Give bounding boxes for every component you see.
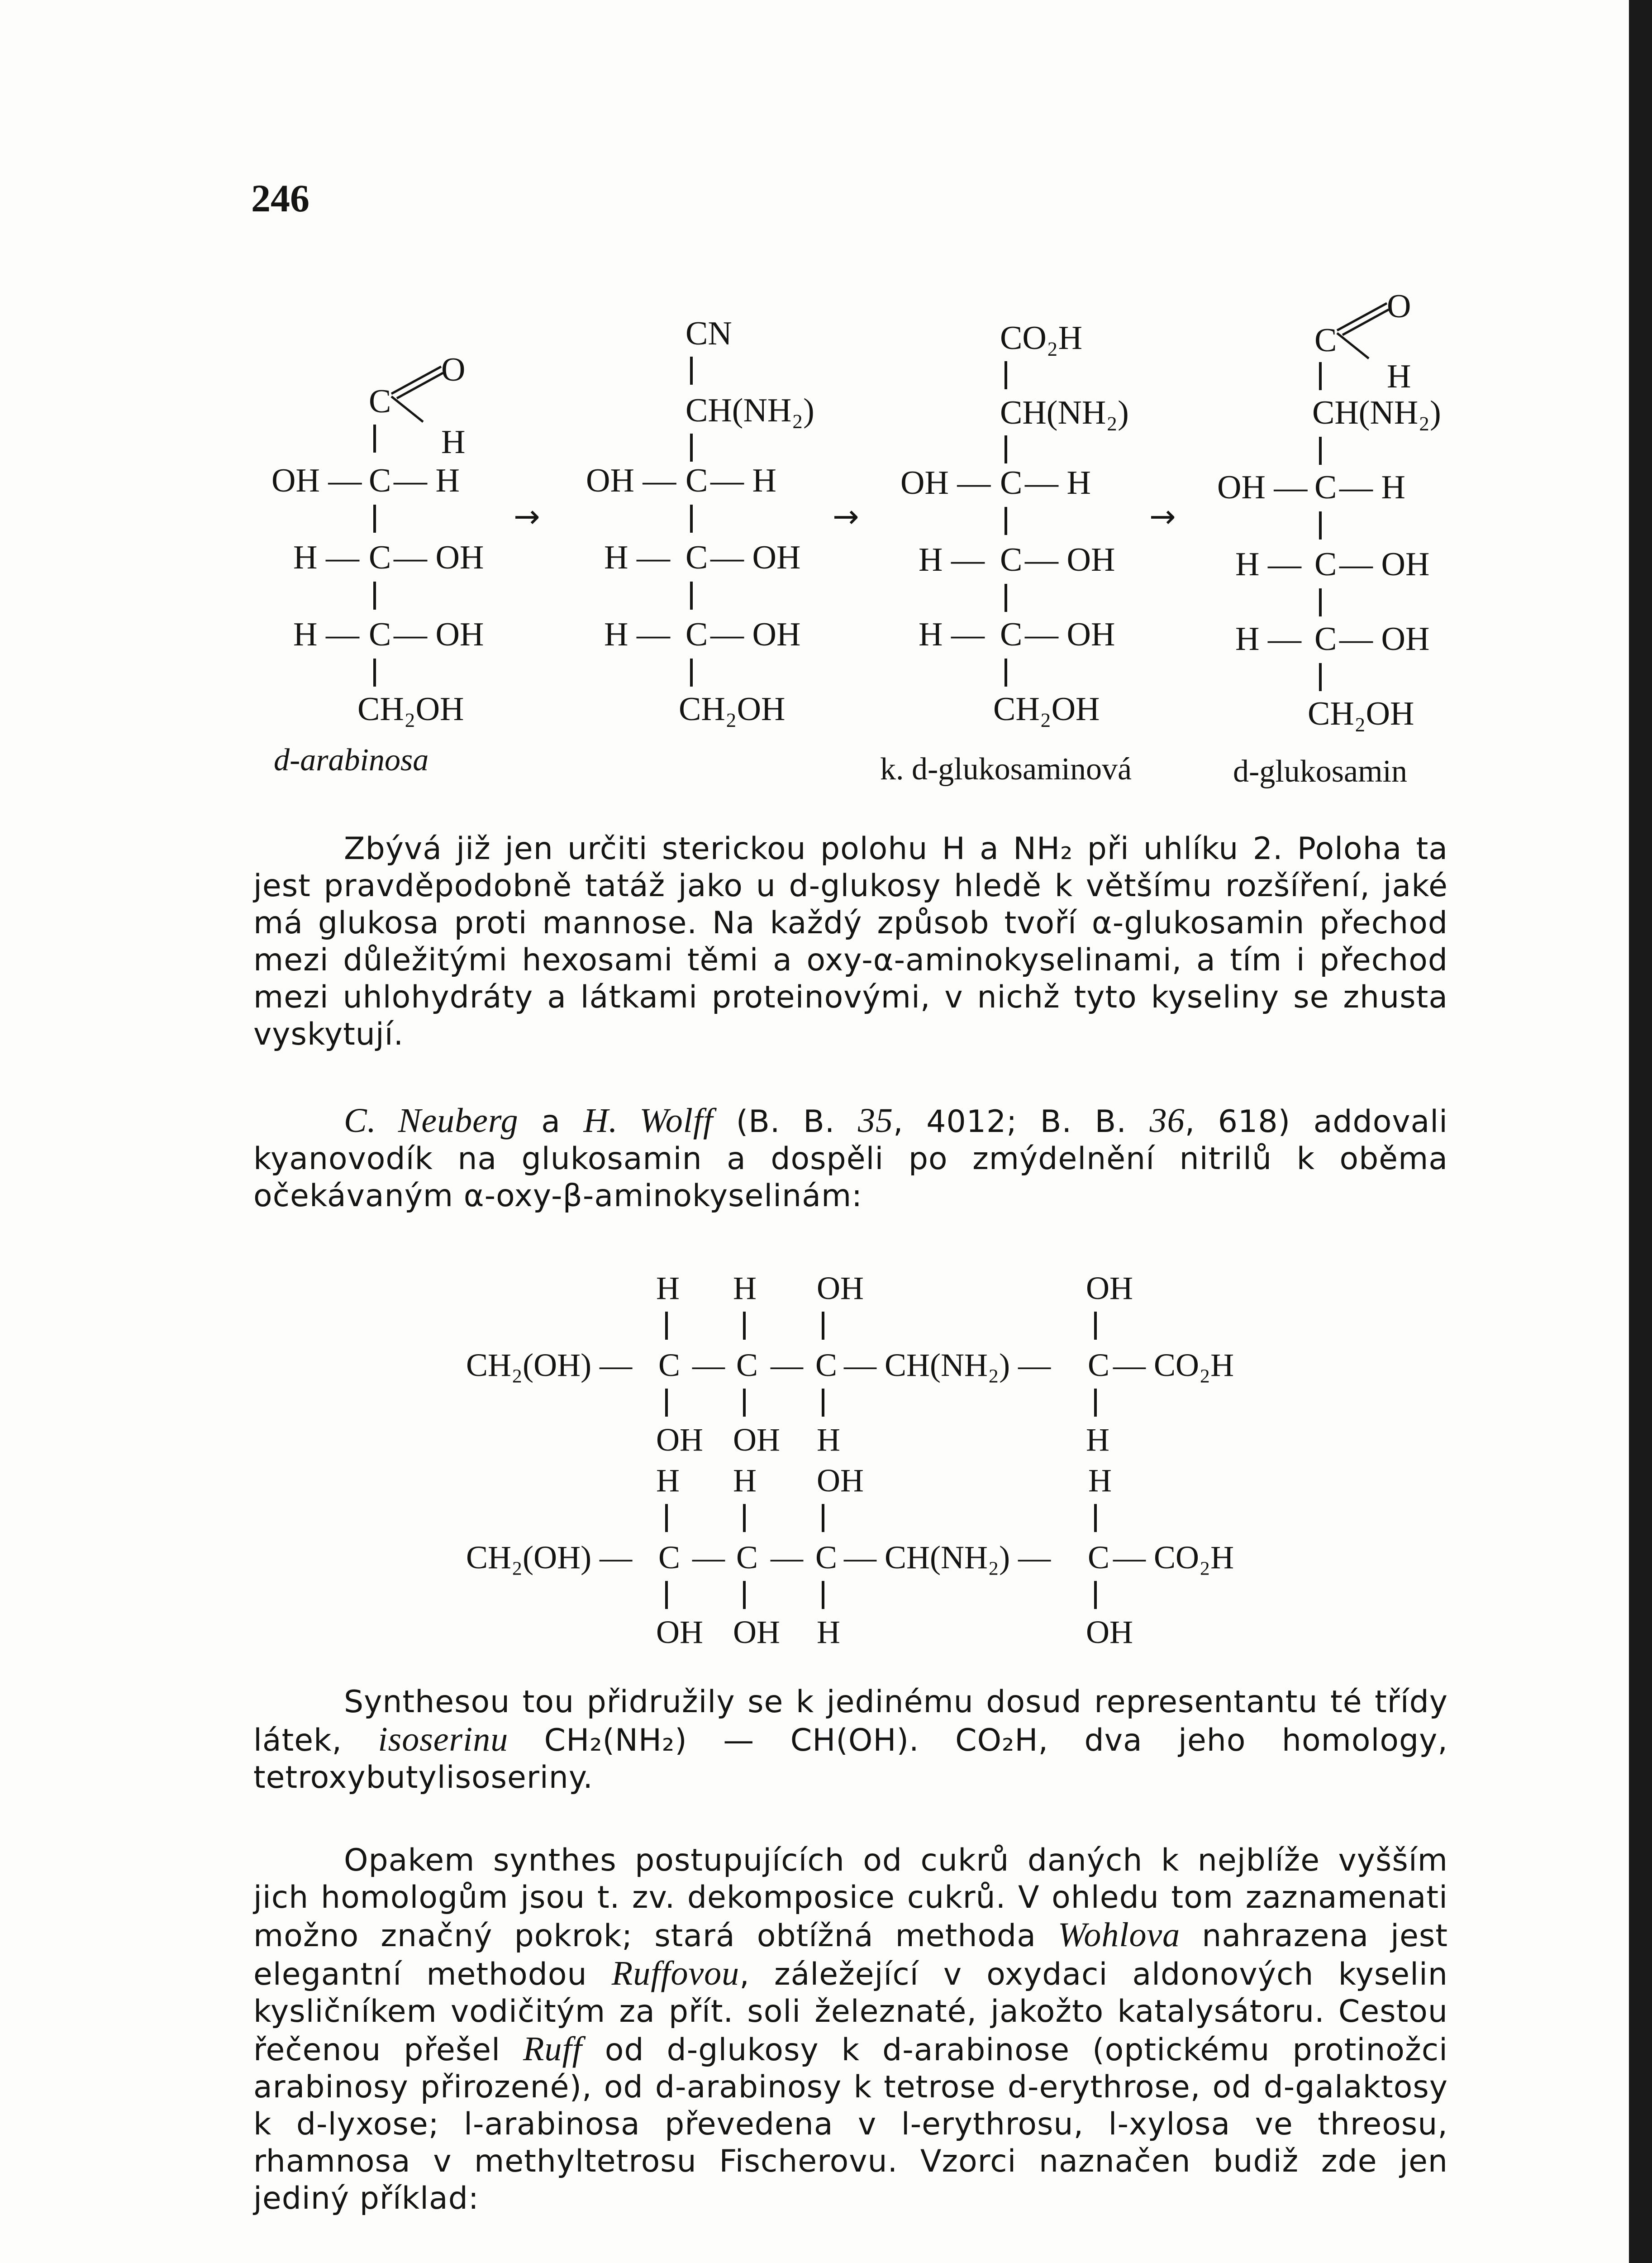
p2-text-b: (B. B. xyxy=(713,1104,858,1140)
bond xyxy=(1319,663,1322,691)
bond xyxy=(1005,584,1007,612)
c2-main-2: — xyxy=(692,1539,725,1576)
paragraph-decomposition xyxy=(253,1842,1448,2217)
bond xyxy=(690,434,693,462)
arrow-3: → xyxy=(1149,498,1176,535)
bond xyxy=(665,1389,668,1417)
c2-main-4: — xyxy=(771,1539,803,1576)
bond xyxy=(1005,361,1007,389)
row1-c: C xyxy=(369,462,391,499)
structure-d-glukosamin xyxy=(1217,281,1471,778)
row2-right: — OH xyxy=(1339,546,1430,583)
aldehyde-o: O xyxy=(1387,288,1411,325)
p4-text-c: , záležející v oxydaci aldonových kyselin kysličníkem vodičitým za přít. soli železnaté, jakožto katalysátoru. Cestou řečenou přešel xyxy=(253,1957,1448,2068)
bond xyxy=(1005,507,1007,535)
c1-main-8: — CO₂H xyxy=(1113,1347,1234,1383)
bond xyxy=(1319,511,1322,539)
bond xyxy=(665,1312,668,1340)
c1-top-3: OH xyxy=(817,1270,864,1306)
structure-glukosaminic-acid xyxy=(900,317,1154,769)
volume-35: 35 xyxy=(857,1102,893,1140)
row1-right: — H xyxy=(1339,469,1405,506)
bond xyxy=(822,1504,824,1532)
c1-main-7: C xyxy=(1088,1347,1110,1383)
row2-c: C xyxy=(1314,546,1337,583)
c2-top-1: H xyxy=(656,1462,680,1499)
p2-text-d: , 618) addovali kyanovodík na glukosamin a dospěli po zmýdelnění nitrilů k oběma očekávaným α-oxy-β-aminokyselinám: xyxy=(253,1104,1448,1214)
c2-main-6: — CH(NH₂) — xyxy=(844,1539,1051,1576)
aldehyde-c: C xyxy=(369,383,391,420)
bond xyxy=(1094,1389,1097,1417)
row1-c: C xyxy=(1314,469,1337,506)
term-ruffovou: Ruffovou xyxy=(611,1954,740,1992)
chain-formula-1 xyxy=(466,1272,1281,1462)
c1-top-2: H xyxy=(733,1270,757,1306)
row2-right: — OH xyxy=(710,539,801,576)
row1-right: — H xyxy=(710,462,776,499)
term-isoserinu: isoserinu xyxy=(378,1720,509,1758)
bond xyxy=(743,1581,746,1609)
row3-left: H — xyxy=(1235,621,1301,658)
paragraph-neuberg-wolff xyxy=(253,1102,1448,1215)
row3-right: — OH xyxy=(394,616,484,653)
arrow-2: → xyxy=(833,498,859,535)
c2-bottom-4: OH xyxy=(1086,1614,1133,1650)
c1-main-5: C xyxy=(815,1347,838,1383)
row3-right: — OH xyxy=(1025,616,1115,653)
structure-nitrile xyxy=(586,317,839,769)
c2-main-0: CH₂(OH) — xyxy=(466,1539,633,1576)
row1-c: C xyxy=(686,462,708,499)
p2-text-c: , 4012; B. B. xyxy=(893,1104,1150,1140)
bond xyxy=(1094,1312,1097,1340)
row2-right: — OH xyxy=(1025,541,1115,578)
bond xyxy=(373,425,376,453)
aldehyde-bond xyxy=(387,362,446,425)
c1-main-4: — xyxy=(771,1347,803,1383)
bond xyxy=(822,1581,824,1609)
name-d-arabinosa: d-arabinosa xyxy=(274,743,429,778)
structure-d-arabinosa xyxy=(271,353,525,806)
row3-left: H — xyxy=(604,616,670,653)
top-co2h: CO₂H xyxy=(1000,320,1083,357)
author-wolff: H. Wolff xyxy=(583,1102,714,1140)
p4-text-a: Opakem synthes postupujících od cukrů daných k nejblíže vyšším jich homologům jsou t. zv. dekomposice cukrů. V ohledu tom zaznamenati možno značný pokrok; stará obtížná methoda xyxy=(253,1843,1448,1954)
bond xyxy=(665,1504,668,1532)
bond xyxy=(1005,435,1007,463)
bottom-group: CH₂OH xyxy=(993,691,1100,728)
c2-main-5: C xyxy=(815,1539,838,1576)
c1-main-3: C xyxy=(736,1347,758,1383)
row1-right: — H xyxy=(394,462,460,499)
c1-bottom-2: OH xyxy=(733,1422,780,1458)
c1-top-1: H xyxy=(656,1270,680,1306)
c2-bottom-1: OH xyxy=(656,1614,703,1650)
row1-left: OH — xyxy=(900,464,991,501)
row3-c: C xyxy=(1314,621,1337,658)
top-cn: CN xyxy=(686,315,732,352)
row3-c: C xyxy=(369,616,391,653)
bottom-group: CH₂OH xyxy=(357,691,464,728)
bond xyxy=(822,1312,824,1340)
aldehyde-h: H xyxy=(1387,358,1411,395)
row3-right: — OH xyxy=(710,616,801,653)
c2-main-1: C xyxy=(658,1539,681,1576)
c2-top-4: H xyxy=(1088,1462,1112,1499)
bond xyxy=(1094,1581,1097,1609)
chain-formula-2 xyxy=(466,1464,1281,1654)
c1-main-6: — CH(NH₂) — xyxy=(844,1347,1051,1383)
row2-left: H — xyxy=(293,539,359,576)
row1-c: C xyxy=(1000,464,1023,501)
bond xyxy=(743,1504,746,1532)
bond xyxy=(665,1581,668,1609)
name-glukosaminic-acid: k. d-glukosaminová xyxy=(880,752,1132,787)
row1-left: OH — xyxy=(586,462,676,499)
row3-c: C xyxy=(1000,616,1023,653)
c1-main-0: CH₂(OH) — xyxy=(466,1347,633,1383)
bond xyxy=(822,1389,824,1417)
bond xyxy=(743,1312,746,1340)
row2-right: — OH xyxy=(394,539,484,576)
bond xyxy=(743,1389,746,1417)
top-chnh2: CH(NH₂) xyxy=(686,392,814,429)
row1-left: OH — xyxy=(1217,469,1308,506)
bond xyxy=(690,582,693,610)
c1-top-4: OH xyxy=(1086,1270,1133,1306)
bond xyxy=(690,505,693,533)
row3-left: H — xyxy=(919,616,985,653)
p3-text-b: CH₂(NH₂) — CH(OH). CO₂H, dva jeho homology, tetroxybutylisoseriny. xyxy=(253,1723,1448,1795)
top-chnh2: CH(NH₂) xyxy=(1312,394,1441,431)
row3-left: H — xyxy=(293,616,359,653)
p3-text-a: Synthesou tou přidružily se k jedinému dosud representantu té třídy látek, xyxy=(253,1684,1448,1758)
author-neuberg: C. Neuberg xyxy=(344,1102,519,1140)
bottom-group: CH₂OH xyxy=(679,691,786,728)
row2-left: H — xyxy=(604,539,670,576)
paragraph-sterics: Zbývá již jen určiti sterickou polohu H a NH₂ při uhlíku 2. Poloha ta jest pravděpodobně tatáž jako u d-glukosy hledě k většímu rozšíření, jaké má glukosa proti mannose. Na každý způsob tvoří α-glukosamin přechod mezi důležitými hexosami těmi a oxy-α-aminokyselinami, a tím i přechod mezi uhlohydráty a látkami proteinovými, v nichž tyto kyseliny se zhusta vyskytují. xyxy=(253,831,1448,1052)
bond xyxy=(690,659,693,687)
aldehyde-bond xyxy=(1333,299,1391,362)
c1-main-1: C xyxy=(658,1347,681,1383)
bond xyxy=(1094,1504,1097,1532)
bond xyxy=(1319,437,1322,465)
bond xyxy=(690,357,693,385)
c2-main-3: C xyxy=(736,1539,758,1576)
row1-left: OH — xyxy=(271,462,362,499)
c2-main-8: — CO₂H xyxy=(1113,1539,1234,1576)
row3-right: — OH xyxy=(1339,621,1430,658)
row1-right: — H xyxy=(1025,464,1091,501)
row2-c: C xyxy=(686,539,708,576)
c1-bottom-4: H xyxy=(1086,1422,1109,1458)
p4-text-d: od d-glukosy k d-arabinose (optickému protinožci arabinosy přirozené), od d-arabinosy k tetrose d-erythrose, od d-galaktosy k d-lyxose; l-arabinosa převedena v l-erythrosu, l-xylosa ve threosu, rhamnosa v methyltetrosu Fischerovu. Vzorci naznačen budiž zde jen jediný příklad: xyxy=(253,2032,1448,2216)
bond xyxy=(1319,362,1322,390)
page-number: 246 xyxy=(251,177,309,220)
bond xyxy=(373,505,376,533)
c2-top-2: H xyxy=(733,1462,757,1499)
bond xyxy=(373,582,376,610)
c2-bottom-3: H xyxy=(817,1614,840,1650)
bond xyxy=(373,659,376,687)
arrow-1: → xyxy=(514,498,540,535)
bottom-group: CH₂OH xyxy=(1308,695,1414,732)
c1-main-2: — xyxy=(692,1347,725,1383)
c1-bottom-3: H xyxy=(817,1422,840,1458)
aldehyde-c: C xyxy=(1314,322,1337,359)
aldehyde-o: O xyxy=(441,351,466,388)
top-chnh2: CH(NH₂) xyxy=(1000,394,1129,431)
row2-c: C xyxy=(1000,541,1023,578)
c2-main-7: C xyxy=(1088,1539,1110,1576)
term-ruff: Ruff xyxy=(523,2030,582,2068)
aldehyde-h: H xyxy=(441,424,466,461)
c2-bottom-2: OH xyxy=(733,1614,780,1650)
c1-bottom-1: OH xyxy=(656,1422,703,1458)
row2-c: C xyxy=(369,539,391,576)
c2-top-3: OH xyxy=(817,1462,864,1499)
bond xyxy=(1005,659,1007,687)
row3-c: C xyxy=(686,616,708,653)
volume-36: 36 xyxy=(1149,1102,1185,1140)
p2-text-a: a xyxy=(518,1104,584,1140)
paragraph-isoserine xyxy=(253,1684,1448,1796)
row2-left: H — xyxy=(1235,546,1301,583)
bond xyxy=(1319,588,1322,616)
p4-text-b: nahrazena jest elegantní methodou xyxy=(253,1918,1448,1992)
name-d-glukosamin: d-glukosamin xyxy=(1233,754,1407,789)
row2-left: H — xyxy=(919,541,985,578)
term-wohlova: Wohlova xyxy=(1058,1916,1181,1954)
